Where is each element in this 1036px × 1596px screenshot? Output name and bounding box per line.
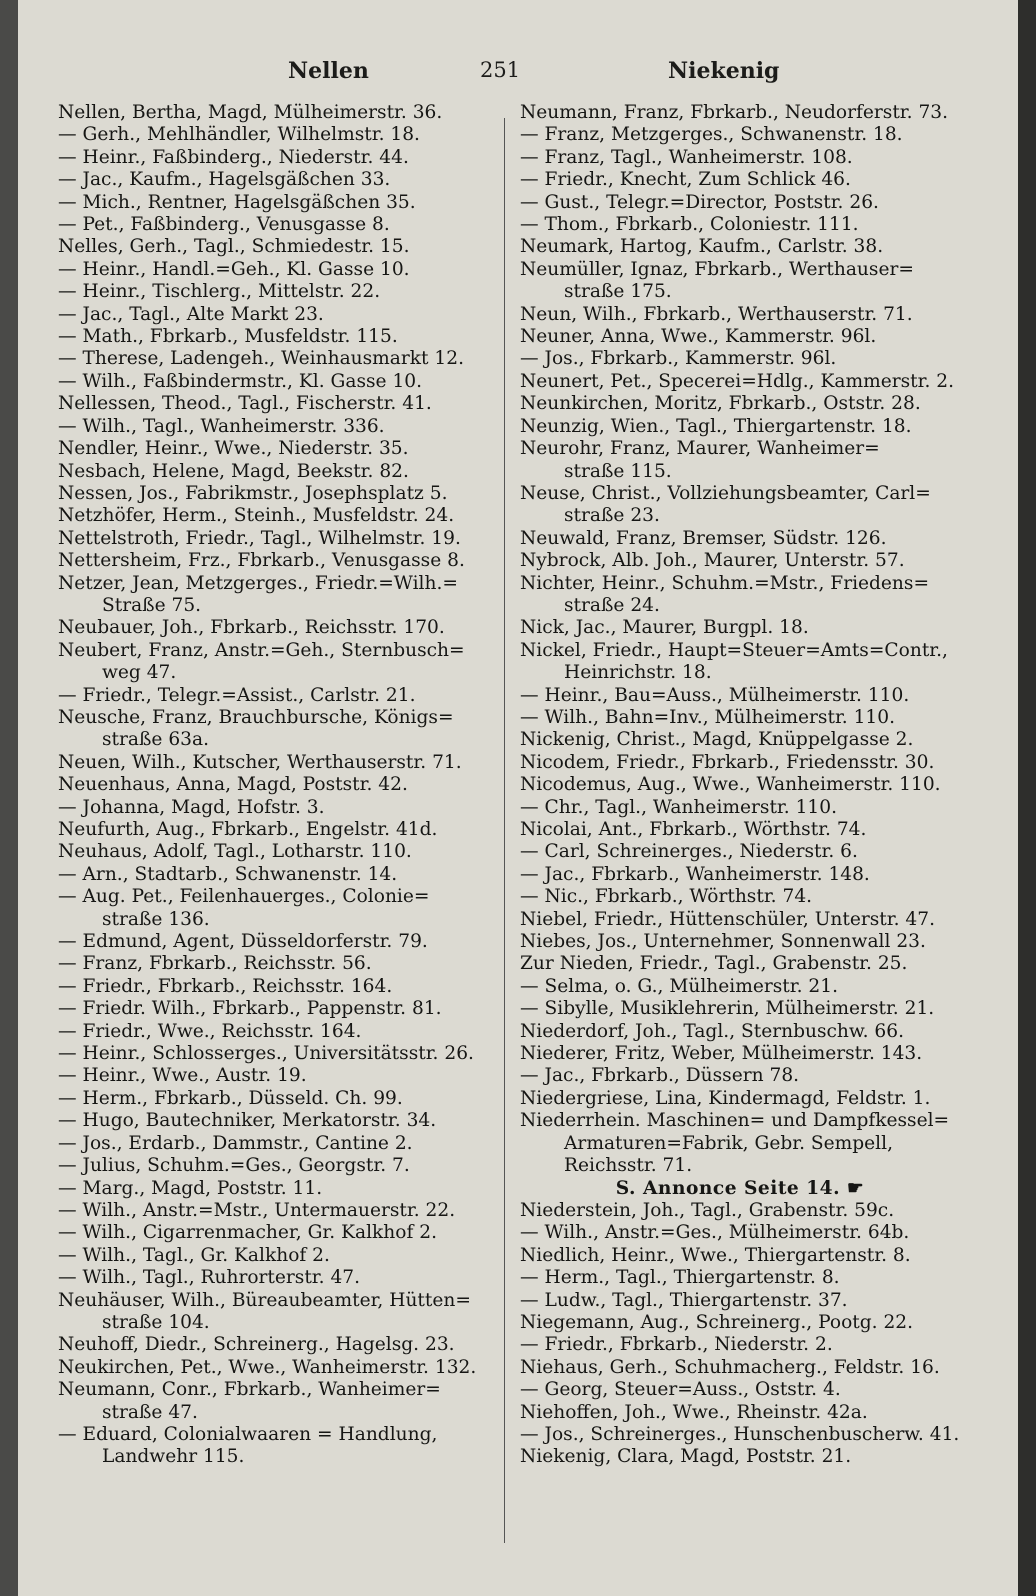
directory-entry: Nellen, Bertha, Magd, Mülheimerstr. 36. bbox=[58, 102, 443, 123]
directory-entry: Nettersheim, Frz., Fbrkarb., Venusgasse 8. bbox=[58, 550, 465, 572]
directory-entry: Niebes, Jos., Unternehmer, Sonnenwall 23. bbox=[520, 931, 926, 953]
directory-entry: — Marg., Magd, Poststr. 11. bbox=[58, 1177, 323, 1199]
directory-entry: Nickel, Friedr., Haupt=Steuer=Amts=Contr., bbox=[520, 639, 948, 661]
directory-entry: — Pet., Faßbinderg., Venusgasse 8. bbox=[58, 214, 390, 236]
directory-entry: — Wilh., Tagl., Gr. Kalkhof 2. bbox=[58, 1244, 330, 1266]
header-left-keyword: Nellen bbox=[288, 58, 369, 84]
directory-entry: Niebel, Friedr., Hüttenschüler, Unterstr. 47. bbox=[520, 908, 936, 930]
entry-continuation: weg 47. bbox=[102, 662, 177, 684]
directory-entry: Neubert, Franz, Anstr.=Geh., Sternbusch= bbox=[58, 639, 465, 661]
directory-entry: — Friedr., Telegr.=Assist., Carlstr. 21. bbox=[58, 684, 416, 706]
entry-continuation: straße 115. bbox=[564, 460, 672, 482]
directory-entry: — Jos., Erdarb., Dammstr., Cantine 2. bbox=[58, 1132, 413, 1154]
directory-entry: — Aug. Pet., Feilenhauerges., Colonie= bbox=[58, 886, 430, 908]
directory-entry: Neun, Wilh., Fbrkarb., Werthauserstr. 71. bbox=[520, 303, 913, 325]
entry-continuation: straße 23. bbox=[564, 505, 660, 527]
directory-entry: — Wilh., Cigarrenmacher, Gr. Kalkhof 2. bbox=[58, 1222, 437, 1244]
directory-entry: Neuner, Anna, Wwe., Kammerstr. 96l. bbox=[520, 326, 877, 348]
entry-continuation: straße 47. bbox=[102, 1401, 198, 1423]
directory-entry: — Wilh., Bahn=Inv., Mülheimerstr. 110. bbox=[520, 706, 896, 728]
directory-entry: Niedergriese, Lina, Kindermagd, Feldstr. 1. bbox=[520, 1087, 931, 1109]
directory-entry: — Herm., Tagl., Thiergartenstr. 8. bbox=[520, 1267, 840, 1289]
entry-continuation: Reichsstr. 71. bbox=[564, 1155, 693, 1177]
directory-entry: Neusche, Franz, Brauchbursche, Königs= bbox=[58, 706, 454, 728]
directory-entry: Nick, Jac., Maurer, Burgpl. 18. bbox=[520, 617, 809, 639]
directory-entry: — Heinr., Faßbinderg., Niederstr. 44. bbox=[58, 146, 409, 168]
advertisement-note: S. Annonce Seite 14. ☛ bbox=[615, 1177, 865, 1199]
directory-entry: Neunzig, Wien., Tagl., Thiergartenstr. 18. bbox=[520, 415, 912, 437]
directory-entry: Neumark, Hartog, Kaufm., Carlstr. 38. bbox=[520, 236, 884, 258]
directory-entry: Neufurth, Aug., Fbrkarb., Engelstr. 41d. bbox=[58, 819, 438, 840]
directory-entry: — Wilh., Tagl., Ruhrorterstr. 47. bbox=[58, 1267, 361, 1289]
directory-entry: — Franz, Tagl., Wanheimerstr. 108. bbox=[520, 146, 853, 168]
directory-entry: Neuwald, Franz, Bremser, Südstr. 126. bbox=[520, 527, 887, 549]
directory-entry: — Gerh., Mehlhändler, Wilhelmstr. 18. bbox=[58, 124, 420, 146]
directory-entry: Neuhaus, Adolf, Tagl., Lotharstr. 110. bbox=[58, 841, 412, 863]
page-number: 251 bbox=[480, 58, 521, 82]
directory-entry: Neukirchen, Pet., Wwe., Wanheimerstr. 132. bbox=[58, 1356, 477, 1378]
directory-entry: Neumann, Franz, Fbrkarb., Neudorferstr. 73. bbox=[520, 102, 949, 123]
directory-entry: — Sibylle, Musiklehrerin, Mülheimerstr. 21. bbox=[520, 998, 935, 1020]
entry-continuation: Armaturen=Fabrik, Gebr. Sempell, bbox=[564, 1132, 893, 1154]
directory-entry: — Jac., Fbrkarb., Wanheimerstr. 148. bbox=[520, 863, 870, 885]
directory-entry: — Hugo, Bautechniker, Merkatorstr. 34. bbox=[58, 1110, 437, 1132]
directory-entry: — Chr., Tagl., Wanheimerstr. 110. bbox=[520, 796, 837, 818]
entry-continuation: straße 63a. bbox=[102, 729, 209, 751]
directory-entry: Netzer, Jean, Metzgerges., Friedr.=Wilh.= bbox=[58, 572, 458, 594]
entry-continuation: straße 104. bbox=[102, 1311, 210, 1333]
directory-entry: — Eduard, Colonialwaaren = Handlung, bbox=[58, 1423, 438, 1445]
entry-continuation: Heinrichstr. 18. bbox=[564, 662, 712, 684]
directory-entry: Niederrhein. Maschinen= und Dampfkessel= bbox=[520, 1110, 950, 1132]
directory-entry: Zur Nieden, Friedr., Tagl., Grabenstr. 25. bbox=[520, 953, 908, 975]
directory-page bbox=[18, 0, 1018, 1596]
directory-entry: — Heinr., Schlosserges., Universitätsstr. 26. bbox=[58, 1043, 474, 1065]
directory-entry: Neuhoff, Diedr., Schreinerg., Hagelsg. 23. bbox=[58, 1334, 455, 1356]
directory-entry: — Jos., Schreinerges., Hunschenbuscherw. 41. bbox=[520, 1423, 960, 1445]
directory-entry: Nessen, Jos., Fabrikmstr., Josephsplatz 5. bbox=[58, 482, 448, 504]
directory-entry: — Heinr., Wwe., Austr. 19. bbox=[58, 1065, 307, 1087]
directory-entry: — Ludw., Tagl., Thiergartenstr. 37. bbox=[520, 1289, 848, 1311]
directory-entry: Nichter, Heinr., Schuhm.=Mstr., Friedens= bbox=[520, 572, 930, 594]
directory-entry: — Gust., Telegr.=Director, Poststr. 26. bbox=[520, 191, 879, 213]
directory-entry: Nickenig, Christ., Magd, Knüppelgasse 2. bbox=[520, 729, 914, 751]
entry-continuation: straße 136. bbox=[102, 908, 210, 930]
directory-entry: — Friedr., Fbrkarb., Niederstr. 2. bbox=[520, 1334, 833, 1356]
directory-entry: — Heinr., Handl.=Geh., Kl. Gasse 10. bbox=[58, 258, 410, 280]
directory-entry: — Edmund, Agent, Düsseldorferstr. 79. bbox=[58, 931, 428, 953]
directory-entry: — Friedr., Knecht, Zum Schlick 46. bbox=[520, 169, 851, 191]
directory-entry: Nicodemus, Aug., Wwe., Wanheimerstr. 110. bbox=[520, 774, 941, 796]
directory-entry: — Franz, Metzgerges., Schwanenstr. 18. bbox=[520, 124, 903, 146]
directory-entry: Nesbach, Helene, Magd, Beekstr. 82. bbox=[58, 460, 409, 482]
directory-entry: Nicodem, Friedr., Fbrkarb., Friedensstr. 30. bbox=[520, 751, 935, 773]
page-header bbox=[18, 58, 1018, 98]
left-column bbox=[58, 102, 494, 1469]
directory-entry: Nicolai, Ant., Fbrkarb., Wörthstr. 74. bbox=[520, 819, 867, 840]
entry-continuation: Landwehr 115. bbox=[102, 1446, 245, 1468]
directory-entry: — Math., Fbrkarb., Musfeldstr. 115. bbox=[58, 326, 398, 348]
directory-entry: — Friedr., Wwe., Reichsstr. 164. bbox=[58, 1020, 362, 1042]
directory-entry: Niegemann, Aug., Schreinerg., Pootg. 22. bbox=[520, 1311, 914, 1333]
directory-entry: — Selma, o. G., Mülheimerstr. 21. bbox=[520, 975, 838, 997]
directory-entry: Niehaus, Gerh., Schuhmacherg., Feldstr. 16. bbox=[520, 1356, 940, 1378]
directory-entry: Nellessen, Theod., Tagl., Fischerstr. 41. bbox=[58, 393, 432, 415]
directory-entry: Netzhöfer, Herm., Steinh., Musfeldstr. 24. bbox=[58, 505, 455, 527]
directory-entry: Neuhäuser, Wilh., Büreaubeamter, Hütten= bbox=[58, 1289, 471, 1311]
directory-entry: Nelles, Gerh., Tagl., Schmiedestr. 15. bbox=[58, 236, 410, 258]
directory-entry: — Mich., Rentner, Hagelsgäßchen 35. bbox=[58, 191, 416, 213]
directory-entry: — Thom., Fbrkarb., Coloniestr. 111. bbox=[520, 214, 859, 236]
directory-entry: Niederdorf, Joh., Tagl., Sternbuschw. 66. bbox=[520, 1020, 905, 1042]
directory-entry: — Wilh., Faßbindermstr., Kl. Gasse 10. bbox=[58, 370, 423, 392]
directory-entry: Niedlich, Heinr., Wwe., Thiergartenstr. 8. bbox=[520, 1244, 911, 1266]
directory-entry: — Jac., Kaufm., Hagelsgäßchen 33. bbox=[58, 169, 391, 191]
directory-entry: Niederstein, Joh., Tagl., Grabenstr. 59c. bbox=[520, 1199, 895, 1221]
entry-continuation: straße 24. bbox=[564, 594, 660, 616]
directory-entry: Neunkirchen, Moritz, Fbrkarb., Oststr. 28. bbox=[520, 393, 921, 415]
directory-entry: — Carl, Schreinerges., Niederstr. 6. bbox=[520, 841, 858, 863]
directory-entry: Neubauer, Joh., Fbrkarb., Reichsstr. 170. bbox=[58, 617, 445, 639]
directory-entry: — Herm., Fbrkarb., Düsseld. Ch. 99. bbox=[58, 1087, 403, 1109]
directory-entry: Neuen, Wilh., Kutscher, Werthauserstr. 71. bbox=[58, 751, 462, 773]
directory-entry: — Franz, Fbrkarb., Reichsstr. 56. bbox=[58, 953, 372, 975]
directory-entry: Neuenhaus, Anna, Magd, Poststr. 42. bbox=[58, 774, 408, 796]
directory-entry: — Jac., Tagl., Alte Markt 23. bbox=[58, 303, 324, 325]
directory-entry: — Heinr., Bau=Auss., Mülheimerstr. 110. bbox=[520, 684, 910, 706]
directory-entry: Niekenig, Clara, Magd, Poststr. 21. bbox=[520, 1446, 852, 1468]
directory-entry: Nettelstroth, Friedr., Tagl., Wilhelmstr. 19. bbox=[58, 527, 461, 549]
directory-entry: — Friedr., Fbrkarb., Reichsstr. 164. bbox=[58, 975, 393, 997]
entry-continuation: Straße 75. bbox=[102, 594, 202, 616]
directory-entry: Neuse, Christ., Vollziehungsbeamter, Carl= bbox=[520, 482, 931, 504]
directory-entry: — Johanna, Magd, Hofstr. 3. bbox=[58, 796, 325, 818]
entry-continuation: straße 175. bbox=[564, 281, 672, 303]
header-right-keyword: Niekenig bbox=[668, 58, 780, 84]
directory-entry: — Julius, Schuhm.=Ges., Georgstr. 7. bbox=[58, 1155, 410, 1177]
directory-entry: Nendler, Heinr., Wwe., Niederstr. 35. bbox=[58, 438, 409, 460]
directory-entry: Nybrock, Alb. Joh., Maurer, Unterstr. 57. bbox=[520, 550, 905, 572]
directory-entry: Neumüller, Ignaz, Fbrkarb., Werthauser= bbox=[520, 258, 914, 280]
directory-entry: — Georg, Steuer=Auss., Oststr. 4. bbox=[520, 1379, 841, 1401]
directory-entry: — Therese, Ladengeh., Weinhausmarkt 12. bbox=[58, 348, 464, 370]
column-divider bbox=[504, 118, 505, 1543]
directory-entry: — Friedr. Wilh., Fbrkarb., Pappenstr. 81. bbox=[58, 998, 442, 1020]
directory-entry: Neumann, Conr., Fbrkarb., Wanheimer= bbox=[58, 1379, 441, 1401]
directory-entry: Neurohr, Franz, Maurer, Wanheimer= bbox=[520, 438, 880, 460]
directory-entry: — Heinr., Tischlerg., Mittelstr. 22. bbox=[58, 281, 381, 303]
directory-entry: — Jac., Fbrkarb., Düssern 78. bbox=[520, 1065, 800, 1087]
directory-entry: Neunert, Pet., Specerei=Hdlg., Kammerstr. 2. bbox=[520, 370, 955, 392]
directory-entry: — Nic., Fbrkarb., Wörthstr. 74. bbox=[520, 886, 813, 908]
directory-entry: Niehoffen, Joh., Wwe., Rheinstr. 42a. bbox=[520, 1401, 868, 1423]
directory-entry: Niederer, Fritz, Weber, Mülheimerstr. 143. bbox=[520, 1043, 923, 1065]
directory-entry: — Wilh., Anstr.=Ges., Mülheimerstr. 64b. bbox=[520, 1222, 910, 1244]
directory-entry: — Wilh., Tagl., Wanheimerstr. 336. bbox=[58, 415, 385, 437]
right-column bbox=[520, 102, 960, 1469]
directory-entry: — Jos., Fbrkarb., Kammerstr. 96l. bbox=[520, 348, 837, 370]
scan-border bbox=[1018, 0, 1036, 1596]
directory-entry: — Wilh., Anstr.=Mstr., Untermauerstr. 22. bbox=[58, 1199, 456, 1221]
directory-entry: — Arn., Stadtarb., Schwanenstr. 14. bbox=[58, 863, 398, 885]
